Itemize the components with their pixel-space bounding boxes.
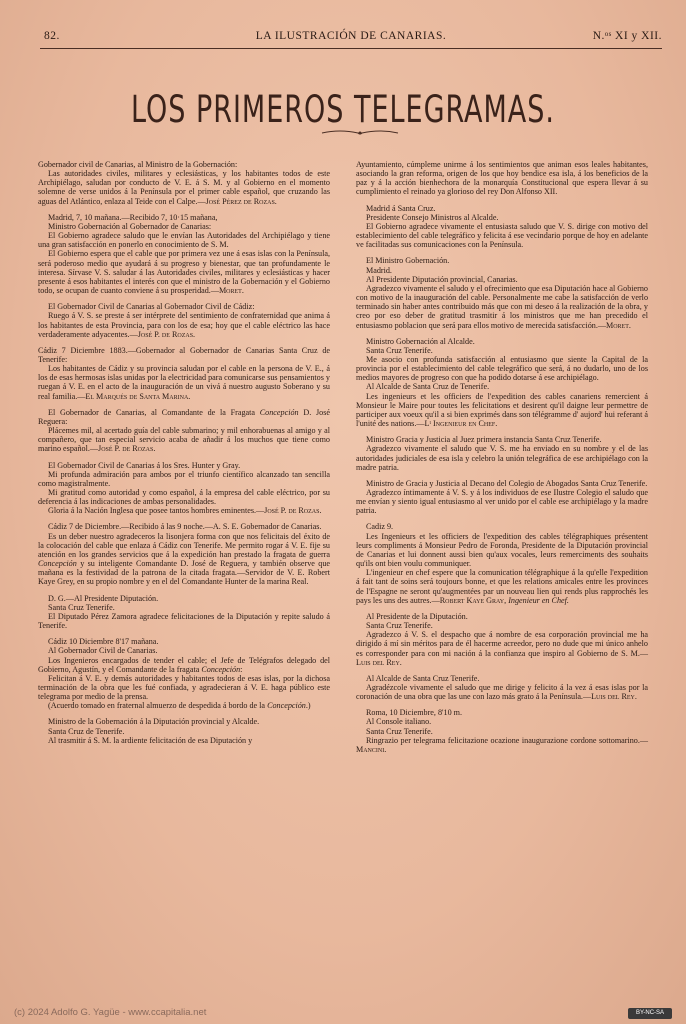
telegram-line: L'ingenieur en chef espere que la comunication télégraphique á la qu'elle l'expedition á fait tant de soins será toujours bonne, et que les relations amicales entre les provinces de l'Espagne ne seront qu'augmentées par un nouveau lien qui rends plus rapprochés les pays les uns des autres.—Robert Kaye Gray, Ingenieur en Chef. [356,568,648,605]
telegram-line: El Gobernador de Canarias, al Comandante de la Fragata Concepción D. José Reguera: [38,407,330,426]
title-ornament [320,128,400,138]
telegram-line: Santa Cruz Tenerife. [48,602,115,612]
telegram-line: El Ministro Gobernación. [366,256,450,266]
telegram-line: El Diputado Pérez Zamora agradece felicitaciones de la Diputación y repite saludo á Tenerife. [38,611,330,631]
telegram-line: Felicitan á V. E. y demás autoridades y habitantes todos de esas islas, por la dichosa terminación de la obra que les fué confiada, y agradecieran á V. E. haga público este telegrama por medio de la prensa. [38,673,330,702]
telegram-block [356,160,648,197]
telegram-block [38,408,330,454]
telegram-line: Ministro de la Gobernación á la Diputación provincial y Alcalde. [48,717,260,727]
running-header [40,30,662,49]
telegram-block [356,204,648,250]
telegram-line: Santa Cruz Tenerife. [366,345,433,355]
telegram-line: Santa Cruz Tenerife. [366,726,433,736]
signature: Luis del Rey. [356,657,402,667]
telegram-line: Agradezco vivamente el saludo y el ofrecimiento que esa Diputación hace al Gobierno con motivo de la inauguración del cable. Personalmente me cabe la satisfacción de verlo terminado sin haber antes contribuido más que con mi deseo á la realización de la obra, y creo por eso deber de gratitud trasmitir á los ministros que me han precedido el entusiasmo poblacion que será para ellos motivo de merecida satisfacción.—Moret. [356,283,648,330]
telegram-line: Al Console italiano. [366,717,432,727]
signature: José Pérez de Rozas. [205,196,277,206]
telegram-line: Madrid. [366,265,392,275]
telegram-line: Les ingenieurs et les officiers de l'expedition des cables canariens remercient á Monsieur le Maire pour toutes les felicitations et desirent qu'il daigne leur permettre de participer aux voeux qu'il a si bien exprimés dans son télégramme d' aujord' hui referant á l'unité des nations.—Lᵗ Ingenieur en Chef. [356,391,648,429]
telegram-line: Santa Cruz de Tenerife. [48,726,125,736]
signature: Moret. [606,320,631,330]
signature: José P. de Rozas. [264,506,322,516]
telegram-block [356,479,648,516]
telegram-line: Los habitantes de Cádiz y su provincia saludan por el cable en la persona de V. E., á los de esas hermosas islas unidas por la electricidad para comunicarse sus pensamientos y ruegan á V. E. en el acto de la inauguración de un vivá á nuestro augusto Soberano y su real familia.—El Marqués de Santa Marina. [38,364,330,401]
signature: José P. de Rozas. [137,329,196,339]
telegram-line: Cádiz 10 Diciembre 8'17 mañana. [48,637,159,647]
telegram-block [356,337,648,429]
telegram-line: Las autoridades civiles, militares y eclesiásticas, y los habitantes todos de este Archipiélago, saludan por conducto de V. E. á S. M. y al Gobierno en el momento solemne de verse unidos á la Península por el primer cable español, que cruzando las aguas del Atlántico, enlaza al Teide con el Calpe.—José Pérez de Rozas. [38,169,330,206]
telegram-line: Gobernador civil de Canarias, al Ministro de la Gobernación: [38,160,238,169]
telegram-line: El Gobierno agradece vivamente el entusiasta saludo que V. S. dirige con motivo del establecimiento del cable telegráfico y felicita á ese vecindario porque de hoy en adelante ve facilitadas sus comunicaciones con la Península. [356,221,648,250]
telegram-block [38,302,330,339]
telegram-line: Al Presidente Diputación provincial, Canarias. [366,274,518,284]
issue-number: N.ᵒˢ XI y XII. [592,30,662,42]
telegram-line: El Gobierno espera que el cable que por primera vez une á esas islas con la Península, será poderoso medio que ayudará á su progreso y bienestar, que tan profundamente le interesa. Sírvase V. S. saludar á las Autoridades civiles, militares y eclesiásticas y hacer presente á esos habitantes el interés con que el ministro de la Gobernación y el Gobierno todo, se ocupan de cuanto conviene á su prosperidad.—Moret. [38,249,330,296]
telegram-line: Al Gobernador Civil de Canarias. [48,646,158,656]
telegram-block [38,160,330,206]
telegram-line: Cadiz 9. [366,522,394,532]
signature: Moret. [218,286,244,296]
telegram-block [356,612,648,667]
telegram-block [38,717,330,744]
signature: Lᵗ Ingenieur en Chef. [424,419,498,429]
telegram-line: El Gobernador Civil de Canarias al Gobernador Civil de Cádiz: [48,302,255,312]
telegram-block [38,461,330,516]
telegram-line: Es un deber nuestro agradeceros la lisonjera forma con que nos felicitais del éxito de la colocación del cable que enlaza á Cádiz con Tenerife. Me permito rogar á V. E. fije su atención en los grandes servicios que á la expedición han prestado la fragata de guerra Concepción y su inteligente Comandante D. José de Reguera, y también observe que mañana es la festividad de la patrona de la citada fragata.—Servidor de V. E. Robert Kaye Grey, en su propio nombre y en el del Comandante Hunter de la marina Real. [38,531,330,587]
telegram-line: Al Alcalde de Santa Cruz de Tenerife. [366,382,490,392]
telegram-line: Agradézcole vivamente el saludo que me dirige y felicito á la vez á esas islas por la coronación de una obra que las une con lazo más grato á la Península.—Luis del Rey. [356,682,648,702]
telegram-block [356,674,648,701]
telegram-line: Mi profunda admiración para ambos por el triunfo científico alcanzado tan sencilla como magistralmente. [38,469,330,488]
telegram-block [38,346,330,401]
telegram-block [356,435,648,472]
telegram-line: Ministro Gobernación al Alcalde. [366,336,475,346]
telegram-line: Al trasmitir á S. M. la ardiente felicitación de esa Diputación y [48,735,253,745]
signature: El Marqués de Santa Marina. [85,391,191,401]
signature: Luis del Rey. [591,692,637,702]
telegram-block [38,637,330,710]
telegram-block [356,708,648,754]
telegram-line: Ministro de Gracia y Justicia al Decano del Colegio de Abogados Santa Cruz Tenerife. [366,478,648,488]
telegram-block [356,522,648,604]
telegram-line: Plácemes mil, al acertado guía del cable submarino; y mil enhorabuenas al amigo y al compañero, que tan especial servicio acaba de añadir á los muchos que tiene como marino español.—José P. de Rozas. [38,426,330,454]
telegram-line: Madrid á Santa Cruz. [366,203,436,213]
telegram-line: Ministro Gracia y Justicia al Juez primera instancia Santa Cruz Tenerife. [366,435,602,445]
publication-title: LA ILUSTRACIÓN DE CANARIAS. [255,30,447,42]
signature: Mancini. [356,744,387,754]
telegram-line: (Acuerdo tomado en fraternal almuerzo de despedida á bordo de la Concepción.) [48,701,311,711]
telegram-line: Agradezco á V. S. el despacho que á nombre de esa corporación provincial me ha dirigido á mí sin méritos para de él hacerme acreedor, pero no dude que mi único anhelo es corresponder para con mi nación á la confianza que inspiro al Gobierno de S. M.—Luis del Rey. [356,630,648,667]
telegram-line: Agradezco íntimamente á V. S. y á los individuos de ese Ilustre Colegio el saludo que me envían y siento igual entusiasmo al ver unido por el cable ese archipiélago y la madre patria. [356,488,648,516]
telegram-line: Ayuntamiento, cúmpleme unirme á los sentimientos que animan esos leales habitantes, asociando la gran reforma, origen de los que hoy bendice esa isla, á los beneficios de la paz y á la acción bienhechora de la monarquía Constitucional que espera llevar á su cumplimiento el reinado ya glorioso del rey Don Alfonso XII. [356,160,648,197]
telegram-line: Madrid, 7, 10 mañana.—Recibido 7, 10·15 mañana, [48,212,218,222]
telegram-line: Los Ingenieros encargados de tender el cable; el Jefe de Telégrafos delegado del Gobierno, Agustín, y el Comandante de la fragata Concepción: [38,655,330,674]
telegram-line: Cádiz 7 de Diciembre.—Recibido á las 9 noche.—A. S. E. Gobernador de Canarias. [48,522,322,532]
left-column [38,160,330,752]
page-number: 82. [44,30,60,42]
telegram-line: Al Alcalde de Santa Cruz Tenerife. [366,673,480,683]
telegram-line: Les Ingenieurs et les officiers de l'expedition des cables télégraphiques présentent leurs compliments á Monsieur Pedro de Foronda, Presidente de la Diputación provincial de Canarias et lui donnent aussi bien qu'aux vocales, leurs remerciments des souhaits qu'ils ont bien voulu communiquer. [356,531,648,569]
telegram-line: Agradezco vivamente el saludo que V. S. me ha enviado en su nombre y el de las autoridades judiciales de esa isla y celebro la unión telegráfica de ese archipiélago con la madre patria. [356,444,648,472]
article-title: LOS PRIMEROS TELEGRAMAS. [131,88,555,132]
telegram-line: El Gobierno agradece saludo que le envían las Autoridades del Archipiélago y tiene una gran satisfacción en ponerlo en conocimiento de S. M. [38,231,330,250]
telegram-line: Ringrazio per telegrama felicitazione ocazione inaugurazione cordone sottomarino.—Mancini. [356,735,648,754]
telegram-block [356,256,648,329]
telegram-line: Ministro Gobernación al Gobernador de Canarias: [48,221,212,231]
telegram-line: Al Presidente de la Diputación. [366,611,468,621]
copyright-watermark: (c) 2024 Adolfo G. Yagüe - www.ccapitalia.net [14,1007,207,1018]
telegram-line: Roma, 10 Diciembre, 8'10 m. [366,708,463,718]
telegram-line: Mi gratitud como autoridad y como español, á la empresa del cable eléctrico, por su deferencia á las indicaciones de ambas personalidades. [38,488,330,507]
license-badge: BY-NC-SA [628,1008,672,1019]
telegram-line: D. G.—Al Presidente Diputación. [48,593,159,603]
right-column [356,160,648,761]
telegram-line: Me asocio con profunda satisfacción al entusiasmo que siente la Capital de la provincia por el establecimiento del cable telegráfico que será, á no dudarlo, uno de los medios mayores de progreso con que ha podido dotarse á ese archipiélago. [356,354,648,383]
telegram-block [38,594,330,631]
signature: José P. de Rozas. [98,444,156,454]
telegram-line: Gloria á la Nación Inglesa que posee tantos hombres eminentes.—José P. de Rozas. [48,506,322,516]
telegram-line: Ruego á V. S. se preste á ser intérprete del sentimiento de confraternidad que anima á los habitantes de esta Provincia, para con los de esa; hoy que el cable eléctrico las hace verdaderamente adyacentes.—José P. de Rozas. [38,311,330,339]
telegram-line: Santa Cruz Tenerife. [366,621,433,631]
telegram-line: Cádiz 7 Diciembre 1883.—Gobernador al Gobernador de Canarias Santa Cruz de Tenerife: [38,345,330,364]
telegram-block [38,522,330,586]
telegram-block [38,213,330,295]
telegram-line: El Gobernador Civil de Canarias á los Sres. Hunter y Gray. [48,460,241,470]
telegram-line: Presidente Consejo Ministros al Alcalde. [366,212,499,222]
signature: Robert Kaye Gray, [439,595,509,605]
